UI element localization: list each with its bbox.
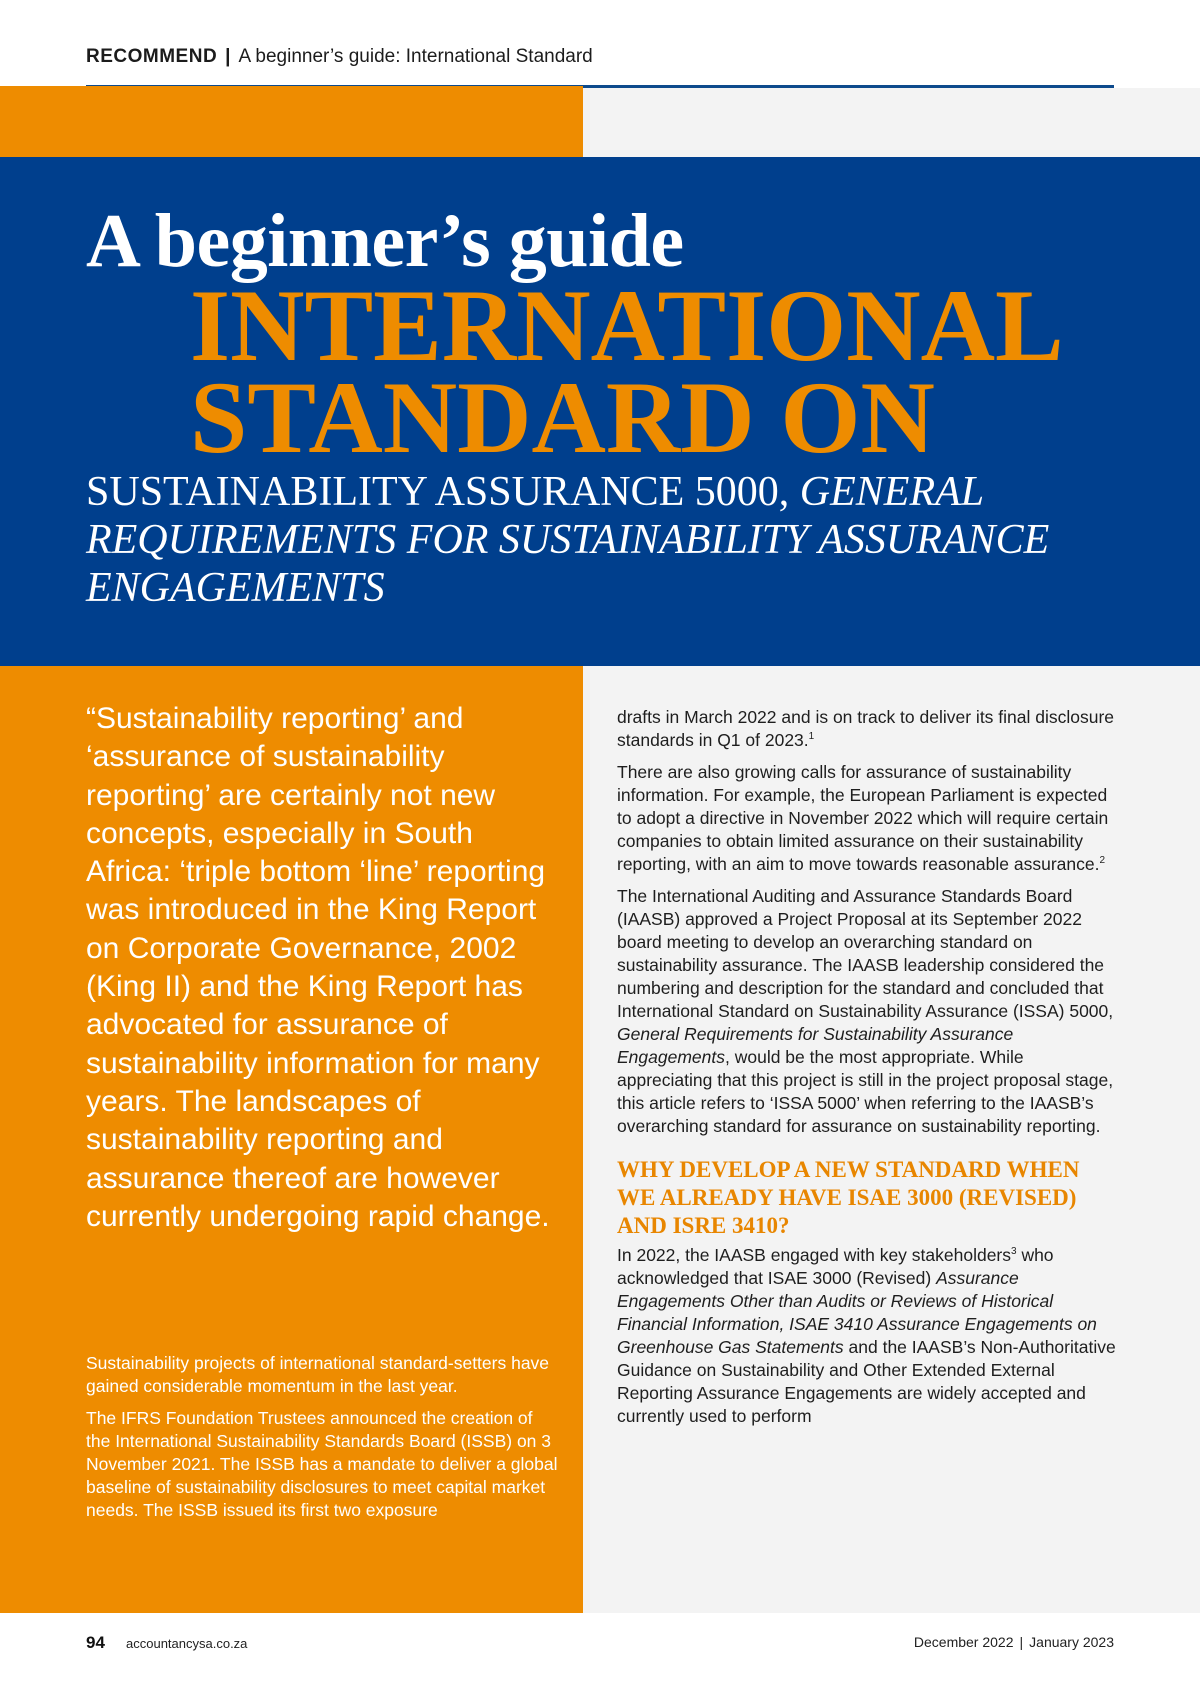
paragraph-text: and the IAASB’s Non-Authoritative Guidance on Sustainability and Other Extended External Reporting Assurance Engagements are widely accepted and currently used to perform	[617, 1337, 1116, 1426]
footnote-ref-2: 2	[1099, 855, 1106, 867]
left-paragraph-1: Sustainability projects of international standard-setters have gained considerable momentum in the last year.	[86, 1353, 550, 1396]
left-body-text	[86, 1352, 560, 1531]
left-paragraph-2: The IFRS Foundation Trustees announced the creation of the International Sustainability Standards Board (ISSB) on 3 November 2021. The ISSB has a mandate to deliver a global baseline of sustainability disclosures to meet capital market needs. The ISSB issued its first two exposure	[86, 1408, 558, 1520]
subtitle-italic: GENERAL REQUIREMENTS FOR SUSTAINABILITY ASSURANCE ENGAGEMENTS	[86, 469, 1050, 611]
paragraph-text: , would be the most appropriate. While appreciating that this project is still in the project proposal stage, this article refers to ‘ISSA 5000’ when referring to the IAASB’s overarching standard for assurance on sustainability reporting.	[617, 1047, 1114, 1136]
running-title: A beginner’s guide: International Standard	[238, 46, 593, 67]
header-separator: |	[225, 46, 231, 67]
pull-quote: “Sustainability reporting’ and ‘assurance of sustainability reporting’ are certainly not new concepts, especially in South Africa: ‘triple bottom ‘line’ reporting was introduced in the King Report on Corporate Governance, 2002 (King II) and the King Report has advocated for assurance of sustainability information for many years. The landscapes of sustainability reporting and assurance thereof are however currently undergoing rapid change.	[86, 702, 550, 1233]
orange-accent-block	[0, 86, 583, 157]
standard-name-italic: General Requirements for Sustainability Assurance Engagements	[617, 1024, 1014, 1067]
right-paragraph-2	[617, 761, 1122, 876]
section-heading: WHY DEVELOP A NEW STANDARD WHEN WE ALREADY HAVE ISAE 3000 (REVISED) AND ISRE 3410?	[617, 1157, 1080, 1238]
right-paragraph-4	[617, 1244, 1122, 1428]
issue-date	[914, 1634, 1114, 1650]
paragraph-text: drafts in March 2022 and is on track to deliver its final disclosure standards in Q1 of 2023.	[617, 707, 1115, 750]
right-paragraph-1	[617, 706, 1122, 752]
issue-separator: |	[1019, 1634, 1024, 1650]
subtitle	[86, 468, 1146, 612]
paragraph-text: In 2022, the IAASB engaged with key stakeholders	[617, 1245, 1012, 1265]
right-body-text	[617, 706, 1122, 1437]
paragraph-text: The International Auditing and Assurance Standards Board (IAASB) approved a Project Proposal at its September 2022 board meeting to develop an overarching standard on sustainability assurance. The IAASB leadership considered the numbering and description for the standard and concluded that International Standard on Sustainability Assurance (ISSA) 5000,	[617, 886, 1114, 1021]
standard-name-italic: Assurance Engagements Other than Audits or Reviews of Historical Financial Information, ISAE 3410 Assurance Engagements on Greenhouse Gas Statements	[617, 1268, 1097, 1357]
website-link[interactable]: accountancysa.co.za	[126, 1636, 248, 1651]
grey-accent-block	[583, 88, 1200, 157]
running-header	[86, 46, 593, 68]
paragraph-text: There are also growing calls for assurance of sustainability information. For example, the European Parliament is expected to adopt a directive in November 2022 which will require certain companies to obtain limited assurance on their sustainability reporting, with an aim to move towards reasonable assurance.	[617, 762, 1109, 874]
issue-month-2: January 2023	[1029, 1634, 1114, 1650]
page-number: 94	[86, 1633, 105, 1652]
section-label: RECOMMEND	[86, 46, 218, 67]
page-title: A beginner’s guide	[86, 199, 684, 283]
subtitle-plain: SUSTAINABILITY ASSURANCE 5000,	[86, 469, 800, 515]
footnote-ref-1: 1	[808, 731, 815, 743]
big-title-line-2: STANDARD ON	[190, 361, 935, 475]
issue-month-1: December 2022	[913, 1634, 1014, 1650]
right-paragraph-3	[617, 885, 1122, 1138]
big-title	[190, 269, 1064, 475]
paragraph-text: who acknowledged that ISAE 3000 (Revised)	[617, 1245, 1054, 1288]
big-title-line-1: INTERNATIONAL	[190, 269, 1064, 383]
footnote-ref-3: 3	[1011, 1246, 1017, 1258]
